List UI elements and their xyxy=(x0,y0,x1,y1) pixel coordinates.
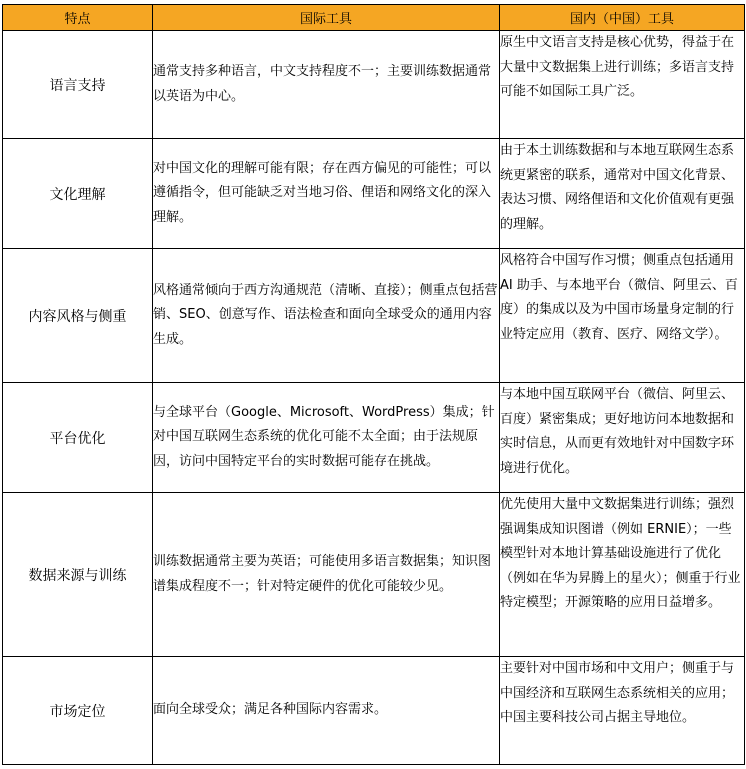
feature-cell: 语言支持 xyxy=(3,31,153,139)
table-row xyxy=(3,31,745,139)
comparison-table xyxy=(2,4,745,765)
international-cell: 通常支持多种语言，中文支持程度不一；主要训练数据通常以英语为中心。 xyxy=(153,31,500,139)
feature-cell: 内容风格与侧重 xyxy=(3,249,153,383)
domestic-cell: 与本地中国互联网平台（微信、阿里云、百度）紧密集成；更好地访问本地数据和实时信息，从而更有效地针对中国数字环境进行优化。 xyxy=(500,383,745,493)
feature-cell: 市场定位 xyxy=(3,657,153,765)
international-cell: 与全球平台（Google、Microsoft、WordPress）集成；针对中国互联网生态系统的优化可能不太全面；由于法规原因，访问中国特定平台的实时数据可能存在挑战。 xyxy=(153,383,500,493)
international-cell: 面向全球受众；满足各种国际内容需求。 xyxy=(153,657,500,765)
domestic-cell: 优先使用大量中文数据集进行训练；强烈强调集成知识图谱（例如 ERNIE）；一些模型针对本地计算基础设施进行了优化（例如在华为昇腾上的星火）；侧重于行业特定模型；开源策略的应用日益增多。 xyxy=(500,493,745,657)
header-feature: 特点 xyxy=(3,5,153,31)
table-row xyxy=(3,383,745,493)
table-row xyxy=(3,139,745,249)
domestic-cell: 主要针对中国市场和中文用户；侧重于与中国经济和互联网生态系统相关的应用；中国主要科技公司占据主导地位。 xyxy=(500,657,745,765)
domestic-cell: 由于本土训练数据和与本地互联网生态系统更紧密的联系，通常对中国文化背景、表达习惯、网络俚语和文化价值观有更强的理解。 xyxy=(500,139,745,249)
international-cell: 训练数据通常主要为英语；可能使用多语言数据集；知识图谱集成程度不一；针对特定硬件的优化可能较少见。 xyxy=(153,493,500,657)
feature-cell: 数据来源与训练 xyxy=(3,493,153,657)
international-cell: 风格通常倾向于西方沟通规范（清晰、直接）；侧重点包括营销、SEO、创意写作、语法检查和面向全球受众的通用内容生成。 xyxy=(153,249,500,383)
domestic-cell: 风格符合中国写作习惯；侧重点包括通用 AI 助手、与本地平台（微信、阿里云、百度）的集成以及为中国市场量身定制的行业特定应用（教育、医疗、网络文学）。 xyxy=(500,249,745,383)
header-domestic: 国内（中国）工具 xyxy=(500,5,745,31)
feature-cell: 平台优化 xyxy=(3,383,153,493)
international-cell: 对中国文化的理解可能有限；存在西方偏见的可能性；可以遵循指令，但可能缺乏对当地习俗、俚语和网络文化的深入理解。 xyxy=(153,139,500,249)
header-row xyxy=(3,5,745,31)
table-row xyxy=(3,249,745,383)
domestic-cell: 原生中文语言支持是核心优势，得益于在大量中文数据集上进行训练；多语言支持可能不如国际工具广泛。 xyxy=(500,31,745,139)
table-row xyxy=(3,657,745,765)
table-row xyxy=(3,493,745,657)
feature-cell: 文化理解 xyxy=(3,139,153,249)
header-international: 国际工具 xyxy=(153,5,500,31)
